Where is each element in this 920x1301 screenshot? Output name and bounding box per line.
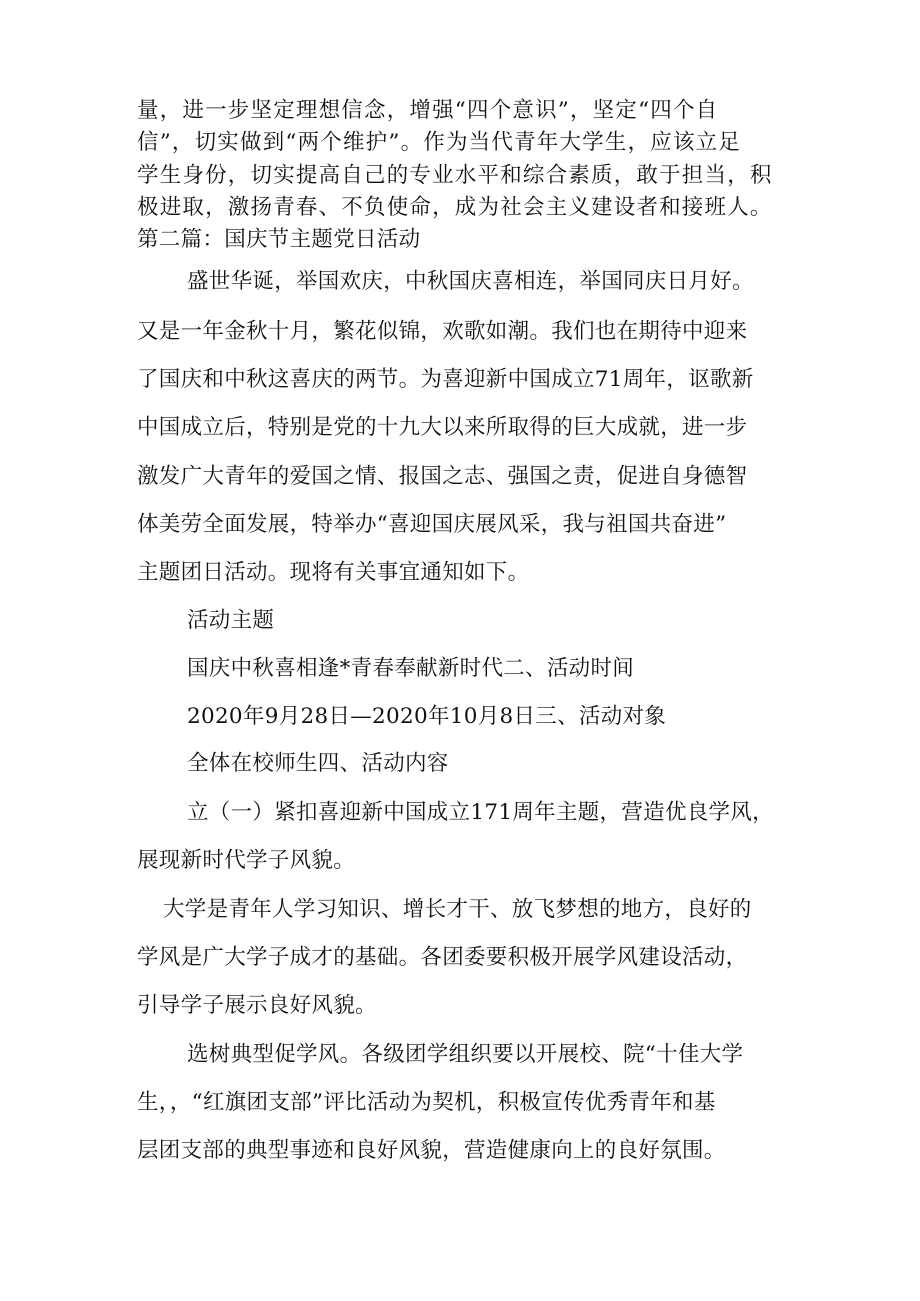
text-line: 信”，切实做到“两个维护”。作为当代青年大学生，应该立足 xyxy=(137,130,742,155)
text-line: 学风是广大学子成才的基础。各团委要积极开展学风建设活动， xyxy=(137,945,748,970)
text-line: 又是一年金秋十月，繁花似锦，欢歌如潮。我们也在期待中迎来 xyxy=(137,319,748,344)
text-line: 中国成立后，特别是党的十九大以来所取得的巨大成就，进一步 xyxy=(137,415,748,440)
text-line: 选树典型促学风。各级团学组织要以开展校、院“十佳大学 xyxy=(187,1042,744,1067)
text-line: 全体在校师生四、活动内容 xyxy=(187,751,449,776)
text-line: 主题团日活动。现将有关事宜通知如下。 xyxy=(137,560,530,585)
text-line: 2020年9月28日—2020年10月8日三、活动对象 xyxy=(187,704,667,729)
text-line: 激发广大青年的爱国之情、报国之志、强国之责，促进自身德智 xyxy=(137,464,748,489)
text-line: 层团支部的典型事迹和良好风貌，营造健康向上的良好氛围。 xyxy=(137,1138,726,1163)
text-line: 立（一）紧扣喜迎新中国成立171周年主题，营造优良学风， xyxy=(187,800,774,825)
text-line: 生，，“红旗团支部”评比活动为契机，积极宣传优秀青年和基 xyxy=(137,1090,716,1115)
text-line: 展现新时代学子风貌。 xyxy=(137,848,356,873)
text-line: 国庆中秋喜相逢*青春奉献新时代二、活动时间 xyxy=(187,656,635,681)
text-line: 引导学子展示良好风貌。 xyxy=(137,993,377,1018)
text-line: 体美劳全面发展，特举办“喜迎国庆展风采，我与祖国共奋进” xyxy=(137,512,727,537)
text-line: 量，进一步坚定理想信念，增强“四个意识”，坚定“四个自 xyxy=(137,98,719,123)
text-line: 了国庆和中秋这喜庆的两节。为喜迎新中国成立71周年，讴歌新 xyxy=(137,367,754,392)
article-title: 第二篇：国庆节主题党日活动 xyxy=(137,227,421,252)
text-line: 学生身份，切实提高自己的专业水平和综合素质，敢于担当，积 xyxy=(137,163,773,188)
text-line: 盛世华诞，举国欢庆，中秋国庆喜相连，举国同庆日月好。 xyxy=(187,269,754,294)
text-line: 大学是青年人学习知识、增长才干、放飞梦想的地方，良好的 xyxy=(163,897,752,922)
text-line: 极进取，激扬青春、不负使命，成为社会主义建设者和接班人。 xyxy=(137,195,773,220)
text-line: 活动主题 xyxy=(187,608,275,633)
